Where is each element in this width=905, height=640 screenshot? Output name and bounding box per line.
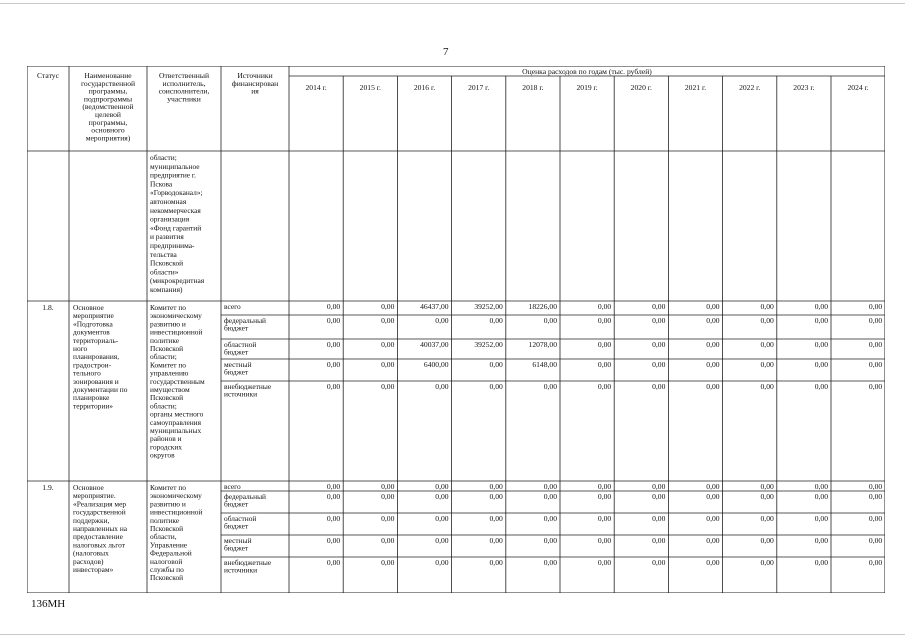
source-label: внебюджетные — [224, 558, 272, 567]
amount-value: 0,00 — [381, 316, 395, 325]
amount-value: 0,00 — [814, 302, 828, 311]
amount-value: 0,00 — [597, 340, 612, 349]
section-executor-line: налоговой — [150, 556, 183, 566]
amount-value: 0,00 — [760, 302, 774, 311]
amount-value: 12078,00 — [528, 340, 557, 349]
amount-value: 0,00 — [706, 302, 720, 311]
source-label: федеральный — [224, 492, 266, 501]
section-name-line: поддержки, — [73, 515, 110, 525]
page-number: 7 — [443, 46, 449, 58]
amount-value: 0,00 — [381, 382, 395, 391]
year-header: 2015 г. — [359, 83, 381, 92]
amount-value: 0,00 — [868, 302, 883, 311]
section-executor-line: инвестиционной — [150, 507, 203, 517]
continuation-executor-line: Пскова — [150, 179, 173, 189]
amount-value: 0,00 — [435, 382, 449, 391]
amount-value: 0,00 — [489, 514, 503, 523]
header-status: Статус — [37, 71, 59, 80]
amount-value: 0,00 — [381, 514, 395, 523]
source-label: бюджет — [224, 323, 249, 333]
amount-value: 0,00 — [868, 558, 883, 567]
amount-value: 0,00 — [868, 492, 883, 501]
section-name-line: Основное — [73, 303, 104, 312]
amount-value: 0,00 — [814, 558, 828, 567]
amount-value: 0,00 — [489, 316, 503, 325]
amount-value: 0,00 — [543, 558, 557, 567]
year-header: 2023 г. — [793, 83, 815, 92]
amount-value: 0,00 — [706, 492, 720, 501]
amount-value: 0,00 — [597, 558, 612, 567]
header-name-line: Наименование — [84, 71, 132, 80]
source-label: бюджет — [224, 521, 249, 531]
amount-value: 0,00 — [868, 340, 883, 349]
amount-value: 0,00 — [706, 382, 720, 391]
amount-value: 0,00 — [543, 382, 557, 391]
section-name-line: планирования, — [73, 352, 120, 362]
continuation-executor-line: компания) — [150, 285, 183, 294]
amount-value: 0,00 — [597, 316, 612, 325]
year-header: 2019 г. — [576, 83, 598, 92]
section-executor-line: городских — [150, 442, 183, 452]
amount-value: 0,00 — [381, 558, 395, 567]
amount-value: 0,00 — [868, 536, 883, 545]
amount-value: 0,00 — [760, 382, 774, 391]
section-executor-line: области; — [150, 401, 177, 411]
year-header: 2017 г. — [468, 83, 490, 92]
amount-value: 0,00 — [326, 360, 341, 369]
amount-value: 0,00 — [489, 536, 503, 545]
amount-value: 0,00 — [652, 340, 666, 349]
amount-value: 0,00 — [543, 492, 557, 501]
header-name-line: целевой — [95, 110, 121, 119]
year-header: 2024 г. — [847, 83, 869, 92]
section-executor-line: муниципальных — [150, 426, 202, 435]
amount-value: 0,00 — [435, 492, 449, 501]
continuation-executor-line: (микрокредитная — [150, 276, 205, 286]
header-name-line: основного — [91, 125, 125, 135]
source-label: источники — [224, 389, 258, 399]
header-name-line: мероприятия) — [85, 133, 131, 143]
section-executor-line: развитию и — [150, 319, 186, 329]
source-label: местный — [224, 360, 252, 369]
section-name-line: ного — [73, 344, 88, 353]
source-label: всего — [224, 302, 241, 311]
section-name-line: (налоговых — [73, 548, 109, 558]
header-executor-line: Ответственный — [158, 71, 210, 80]
year-header: 2018 г. — [522, 83, 544, 92]
amount-value: 0,00 — [814, 360, 828, 369]
section-name-line: расходов) — [73, 556, 104, 566]
amount-value: 0,00 — [760, 492, 774, 501]
section-name-line: документации по — [73, 385, 128, 394]
section-executor-line: районов и — [150, 434, 182, 444]
amount-value: 0,00 — [760, 482, 774, 491]
amount-value: 0,00 — [326, 514, 341, 523]
amount-value: 0,00 — [326, 492, 341, 501]
amount-value: 0,00 — [652, 382, 666, 391]
header-estimate: Оценка расходов по годам (тыс. рублей) — [522, 67, 652, 76]
amount-value: 0,00 — [760, 360, 774, 369]
continuation-executor-line: области; — [150, 153, 177, 162]
header-name-line: программы, — [88, 117, 128, 127]
amount-value: 6400,00 — [423, 360, 449, 369]
amount-value: 0,00 — [543, 536, 557, 545]
source-label: местный — [224, 536, 252, 545]
amount-value: 0,00 — [760, 536, 774, 545]
amount-value: 18226,00 — [528, 302, 557, 311]
section-executor-line: Комитет по — [150, 303, 186, 312]
source-label: внебюджетные — [224, 382, 272, 391]
amount-value: 0,00 — [489, 492, 503, 501]
amount-value: 0,00 — [543, 316, 557, 325]
header-executor-line: исполнитель, — [162, 78, 206, 88]
amount-value: 0,00 — [868, 360, 883, 369]
amount-value: 0,00 — [326, 340, 341, 349]
amount-value: 0,00 — [543, 514, 557, 523]
scan-edge-top — [0, 3, 905, 4]
section-executor-line: инвестиционной — [150, 327, 203, 337]
amount-value: 0,00 — [652, 302, 666, 311]
section-executor-line: Федеральной — [150, 548, 192, 558]
amount-value: 0,00 — [381, 302, 395, 311]
section-status: 1.8. — [42, 303, 54, 312]
amount-value: 0,00 — [489, 360, 503, 369]
amount-value: 0,00 — [760, 558, 774, 567]
header-name-line: (ведомственной — [82, 102, 134, 112]
section-executor-line: службы по — [150, 565, 184, 574]
source-label: бюджет — [224, 543, 249, 553]
amount-value: 0,00 — [489, 482, 503, 491]
year-header: 2014 г. — [305, 83, 327, 92]
amount-value: 0,00 — [435, 558, 449, 567]
amount-value: 0,00 — [381, 482, 395, 491]
continuation-executor-line: предпринима- — [150, 241, 195, 250]
continuation-executor-line: области» — [150, 267, 179, 277]
amount-value: 0,00 — [381, 360, 395, 369]
amount-value: 0,00 — [814, 382, 828, 391]
source-label: бюджет — [224, 347, 249, 357]
amount-value: 0,00 — [760, 316, 774, 325]
header-name-line: государственной — [80, 78, 136, 88]
section-executor-line: Псковской — [150, 393, 184, 403]
amount-value: 0,00 — [652, 316, 666, 325]
source-label: всего — [224, 482, 241, 491]
amount-value: 0,00 — [597, 492, 612, 501]
year-header: 2020 г. — [630, 83, 652, 92]
section-name-line: территориаль- — [73, 335, 119, 345]
section-executor-line: развитию и — [150, 499, 186, 509]
amount-value: 46437,00 — [420, 302, 449, 311]
section-name-line: градострои- — [73, 360, 112, 370]
section-executor-line: политике — [150, 515, 180, 525]
section-name-line: тельного — [73, 368, 101, 378]
amount-value: 0,00 — [381, 340, 395, 349]
amount-value: 0,00 — [326, 558, 341, 567]
section-name-line: территории» — [73, 401, 113, 411]
section-executor-line: Комитет по — [150, 483, 186, 492]
header-name-line: программы, — [88, 86, 128, 96]
amount-value: 0,00 — [326, 316, 341, 325]
amount-value: 39252,00 — [474, 302, 503, 311]
amount-value: 0,00 — [814, 492, 828, 501]
amount-value: 0,00 — [597, 360, 612, 369]
amount-value: 0,00 — [868, 316, 883, 325]
header-executor-line: соисполнители, — [158, 86, 210, 96]
amount-value: 0,00 — [435, 514, 449, 523]
amount-value: 0,00 — [489, 382, 503, 391]
continuation-executor-line: автономная — [150, 197, 187, 206]
amount-value: 0,00 — [652, 492, 666, 501]
continuation-executor-line: муниципальное — [150, 161, 200, 171]
header-sources-line: ия — [251, 86, 259, 96]
header-sources-line: финансирован — [231, 78, 279, 88]
source-label: областной — [224, 514, 257, 523]
amount-value: 0,00 — [543, 482, 557, 491]
amount-value: 0,00 — [814, 316, 828, 325]
year-header: 2022 г. — [739, 83, 761, 92]
continuation-executor-line: «Горводоканал»; — [150, 188, 203, 198]
section-executor-line: самоуправления — [150, 417, 202, 427]
year-header: 2016 г. — [413, 83, 436, 92]
amount-value: 0,00 — [760, 340, 774, 349]
source-label: источники — [224, 565, 258, 575]
amount-value: 0,00 — [652, 536, 666, 545]
amount-value: 0,00 — [814, 514, 828, 523]
amount-value: 0,00 — [326, 382, 341, 391]
section-name-line: предоставление — [73, 532, 123, 542]
section-executor-line: Псковской — [150, 573, 184, 583]
amount-value: 0,00 — [760, 514, 774, 523]
amount-value: 0,00 — [814, 482, 828, 491]
source-label: бюджет — [224, 499, 249, 509]
amount-value: 0,00 — [652, 514, 666, 523]
amount-value: 0,00 — [326, 482, 341, 491]
section-executor-line: имуществом — [150, 385, 190, 394]
amount-value: 0,00 — [652, 360, 666, 369]
section-name-line: зонирования и — [73, 376, 119, 386]
section-executor-line: области, — [150, 532, 177, 542]
amount-value: 0,00 — [868, 514, 883, 523]
amount-value: 0,00 — [706, 482, 720, 491]
section-executor-line: Комитет по — [150, 360, 186, 370]
amount-value: 0,00 — [706, 360, 720, 369]
amount-value: 0,00 — [435, 482, 449, 491]
amount-value: 0,00 — [652, 558, 666, 567]
section-name-line: направленных на — [73, 524, 128, 533]
section-name-line: «Подготовка — [73, 319, 113, 329]
amount-value: 0,00 — [597, 482, 612, 491]
continuation-executor-line: организация — [150, 214, 190, 224]
section-status: 1.9. — [42, 483, 54, 492]
header-name-line: подпрограммы — [83, 94, 133, 104]
header-executor-line: участники — [167, 94, 201, 104]
amount-value: 0,00 — [326, 536, 341, 545]
amount-value: 0,00 — [706, 340, 720, 349]
footer-code: 136МН — [31, 598, 66, 610]
header-sources-line: Источники — [237, 71, 273, 80]
amount-value: 0,00 — [652, 482, 666, 491]
section-executor-line: управлению — [150, 368, 189, 378]
scan-edge-bottom — [0, 634, 905, 635]
section-name-line: Основное — [73, 483, 104, 492]
amount-value: 0,00 — [597, 536, 612, 545]
section-executor-line: Псковской — [150, 524, 184, 533]
source-label: федеральный — [224, 316, 266, 325]
section-name-line: мероприятие. — [73, 491, 116, 501]
amount-value: 40037,00 — [420, 340, 449, 349]
continuation-executor-line: предприятие г. — [150, 170, 196, 180]
amount-value: 0,00 — [435, 316, 449, 325]
section-executor-line: области; — [150, 352, 177, 362]
section-executor-line: органы местного — [150, 409, 204, 419]
amount-value: 0,00 — [597, 302, 612, 311]
amount-value: 0,00 — [435, 536, 449, 545]
section-name-line: документов — [73, 327, 110, 337]
continuation-executor-line: тельства — [150, 249, 177, 259]
section-executor-line: Управление — [150, 540, 188, 550]
section-executor-line: экономическому — [150, 491, 202, 501]
budget-table-grid — [27, 66, 885, 593]
section-executor-line: экономическому — [150, 311, 202, 321]
section-executor-line: политике — [150, 335, 180, 345]
section-name-line: мероприятие — [73, 311, 114, 321]
continuation-executor-line: Псковской — [150, 258, 184, 268]
amount-value: 0,00 — [326, 302, 341, 311]
section-name-line: налоговых льгот — [73, 540, 125, 550]
amount-value: 0,00 — [381, 536, 395, 545]
section-executor-line: государственным — [150, 376, 205, 386]
section-executor-line: округов — [150, 450, 175, 460]
amount-value: 0,00 — [868, 382, 883, 391]
section-name-line: инвесторам» — [73, 565, 114, 574]
budget-table — [27, 66, 885, 593]
section-executor-line: Псковской — [150, 344, 184, 353]
amount-value: 0,00 — [706, 514, 720, 523]
amount-value: 0,00 — [706, 316, 720, 325]
section-name-line: государственной — [73, 507, 126, 517]
section-name-line: планировке — [73, 393, 110, 403]
section-name-line: «Реализация мер — [73, 499, 127, 509]
amount-value: 0,00 — [868, 482, 883, 491]
continuation-executor-line: и развития — [150, 232, 184, 242]
amount-value: 39252,00 — [474, 340, 503, 349]
year-header: 2021 г. — [684, 83, 707, 92]
amount-value: 6148,00 — [532, 360, 557, 369]
source-label: бюджет — [224, 367, 249, 377]
continuation-executor-line: некоммерческая — [150, 205, 201, 215]
amount-value: 0,00 — [706, 536, 720, 545]
amount-value: 0,00 — [814, 536, 828, 545]
amount-value: 0,00 — [489, 558, 503, 567]
amount-value: 0,00 — [597, 514, 612, 523]
amount-value: 0,00 — [706, 558, 720, 567]
amount-value: 0,00 — [381, 492, 395, 501]
amount-value: 0,00 — [814, 340, 828, 349]
amount-value: 0,00 — [597, 382, 612, 391]
source-label: областной — [224, 340, 257, 349]
continuation-executor-line: «Фонд гарантий — [150, 223, 202, 233]
